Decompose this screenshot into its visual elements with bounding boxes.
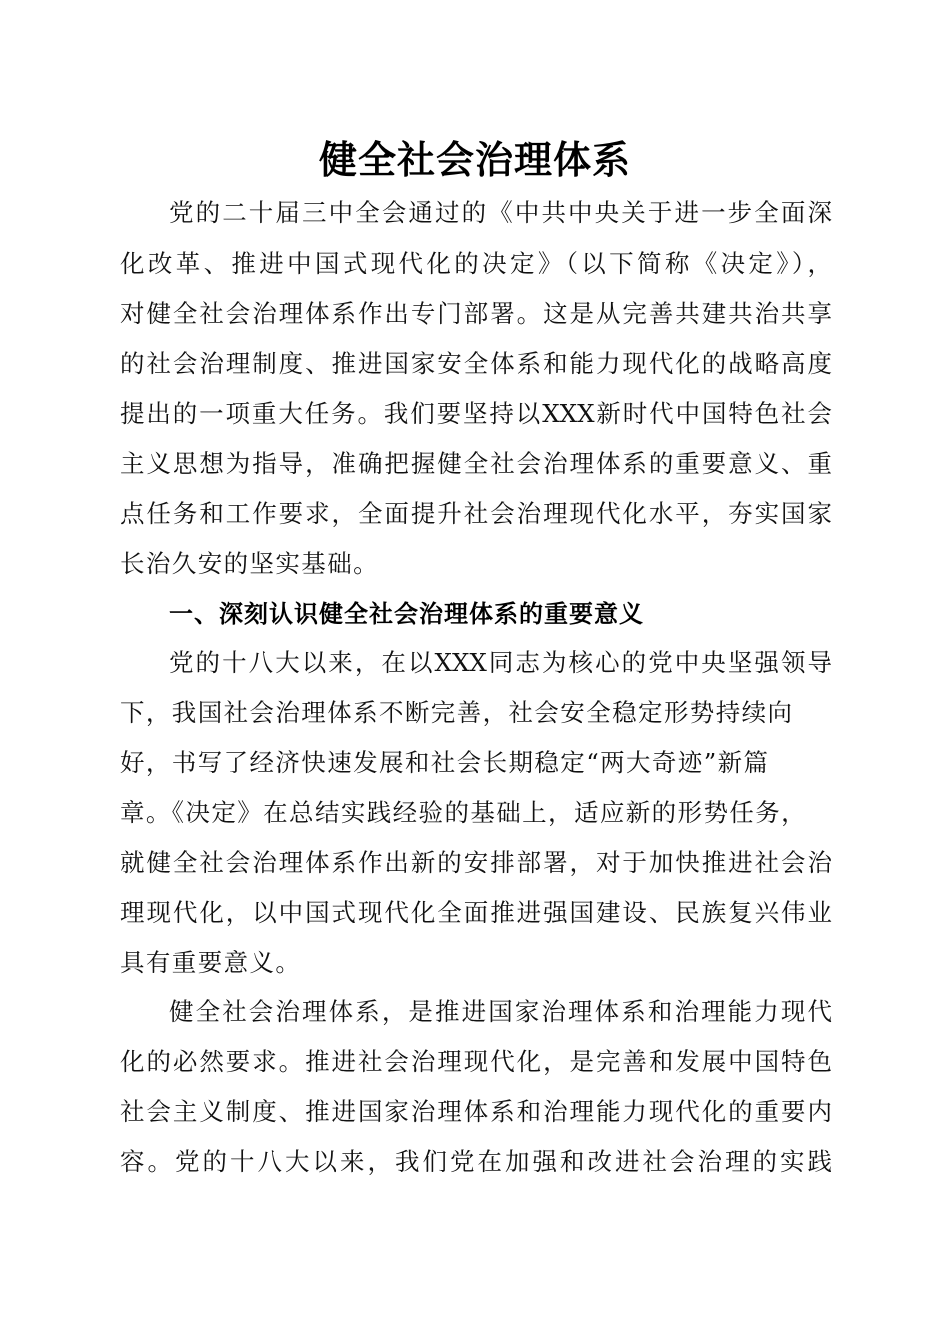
paragraph-line: 对健全社会治理体系作出专门部署。这是从完善共建共治共享 (120, 299, 832, 328)
paragraph-line: 主义思想为指导，准确把握健全社会治理体系的重要意义、重 (120, 449, 832, 478)
paragraph-line: 党的二十届三中全会通过的《中共中央关于进一步全面深 (169, 198, 832, 227)
paragraph-line: 理现代化，以中国式现代化全面推进强国建设、民族复兴伟业 (120, 898, 832, 927)
paragraph-line: 化改革、推进中国式现代化的决定》（以下简称《决定》）， (120, 249, 832, 278)
paragraph-line: 长治久安的坚实基础。 (120, 549, 379, 578)
paragraph-line: 化的必然要求。推进社会治理现代化，是完善和发展中国特色 (120, 1047, 832, 1076)
paragraph-line: 具有重要意义。 (120, 948, 302, 977)
paragraph-line: 章。《决定》在总结实践经验的基础上，适应新的形势任务， (120, 798, 808, 827)
paragraph-line: 就健全社会治理体系作出新的安排部署，对于加快推进社会治 (120, 848, 832, 877)
paragraph-line: 提出的一项重大任务。我们要坚持以XXX新时代中国特色社会 (120, 399, 832, 428)
paragraph-line: 的社会治理制度、推进国家安全体系和能力现代化的战略高度 (120, 349, 832, 378)
paragraph-line: 社会主义制度、推进国家治理体系和治理能力现代化的重要内 (120, 1097, 832, 1126)
paragraph-line: 容。党的十八大以来，我们党在加强和改进社会治理的实践 (120, 1147, 832, 1176)
paragraph-line: 点任务和工作要求，全面提升社会治理现代化水平，夯实国家 (120, 499, 832, 528)
section-heading: 一、深刻认识健全社会治理体系的重要意义 (169, 600, 644, 628)
paragraph-line: 健全社会治理体系，是推进国家治理体系和治理能力现代 (169, 997, 832, 1026)
document-title: 健全社会治理体系 (318, 137, 631, 182)
paragraph-line: 党的十八大以来，在以XXX同志为核心的党中央坚强领导 (169, 648, 832, 677)
paragraph-line: 下，我国社会治理体系不断完善，社会安全稳定形势持续向 (120, 698, 794, 727)
paragraph-line: 好，书写了经济快速发展和社会长期稳定“两大奇迹”新篇 (120, 748, 770, 777)
